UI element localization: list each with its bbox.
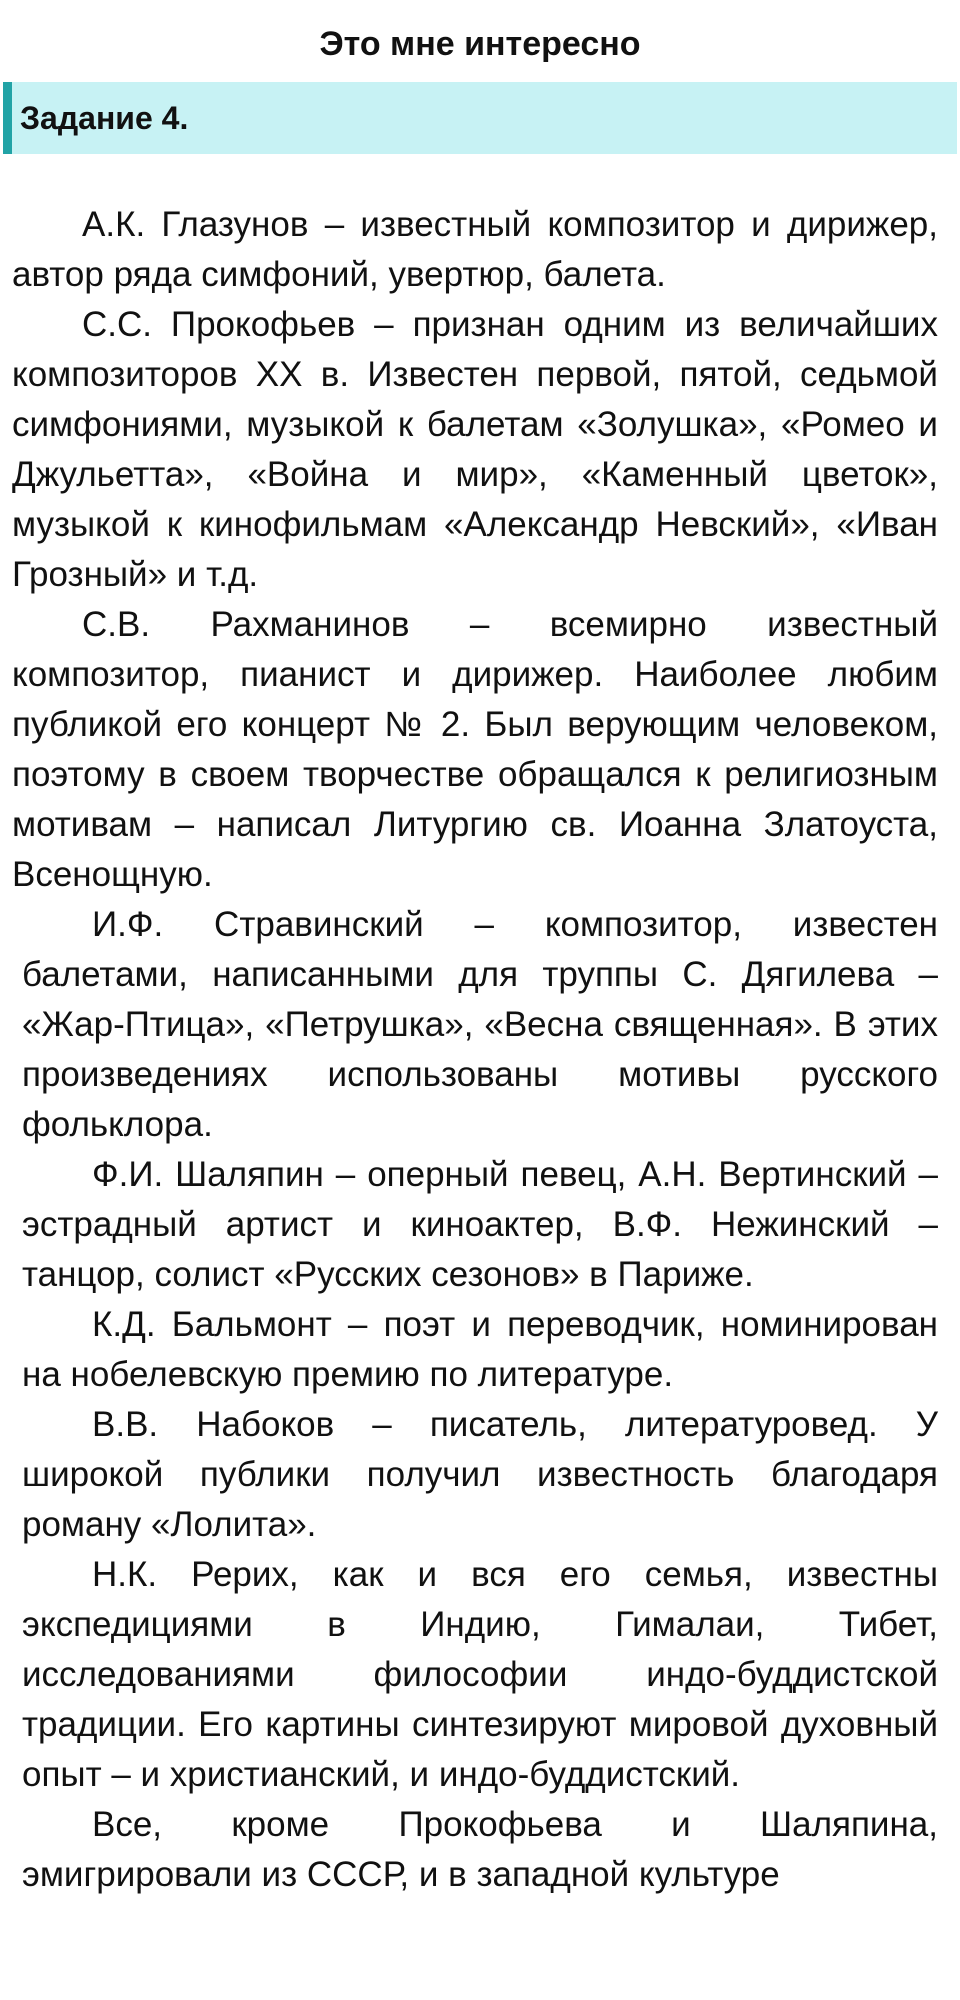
page-title: Это мне интересно xyxy=(319,25,641,63)
paragraph-chaliapin: Ф.И. Шаляпин – оперный певец, А.Н. Вертинский – эстрадный артист и киноактер, В.Ф. Нежинский – танцор, солист «Русских сезонов» в Париже. xyxy=(22,1155,938,1294)
paragraph-prokofiev: С.С. Прокофьев – признан одним из величайших композиторов XX в. Известен первой, пятой, седьмой симфониями, музыкой к балетам «Золушка», «Ромео и Джульетта», «Война и мир», «Каменный цветок», музыкой к кинофильмам «Александр Невский», «Иван Грозный» и т.д. xyxy=(12,305,938,594)
answer-text xyxy=(0,200,938,1900)
paragraph-stravinsky: И.Ф. Стравинский – композитор, известен балетами, написанными для труппы С. Дягилева – «Жар-Птица», «Петрушка», «Весна священная». В этих произведениях использованы мотивы русского фольклора. xyxy=(22,905,938,1144)
paragraph-roerich: Н.К. Рерих, как и вся его семья, известны экспедициями в Индию, Гималаи, Тибет, исследованиями философии индо-буддистской традиции. Его картины синтезируют мировой духовный опыт – и христианский, и индо-буддистский. xyxy=(22,1555,938,1794)
paragraph-rachmaninov: С.В. Рахманинов – всемирно известный композитор, пианист и дирижер. Наиболее любим публикой его концерт № 2. Был верующим человеком, поэтому в своем творчестве обращался к религиозным мотивам – написал Литургию св. Иоанна Златоуста, Всенощную. xyxy=(12,605,938,894)
paragraph-emigration: Все, кроме Прокофьева и Шаляпина, эмигрировали из СССР, и в западной культуре xyxy=(22,1805,938,1894)
paragraph-balmont: К.Д. Бальмонт – поэт и переводчик, номинирован на нобелевскую премию по литературе. xyxy=(22,1305,938,1394)
paragraph-glazunov: А.К. Глазунов – известный композитор и дирижер, автор ряда симфоний, увертюр, балета. xyxy=(12,205,938,294)
task-title: Задание 4. xyxy=(20,100,189,136)
paragraph-nabokov: В.В. Набоков – писатель, литературовед. У широкой публики получил известность благодаря роману «Лолита». xyxy=(22,1405,938,1544)
task-header xyxy=(3,82,957,154)
